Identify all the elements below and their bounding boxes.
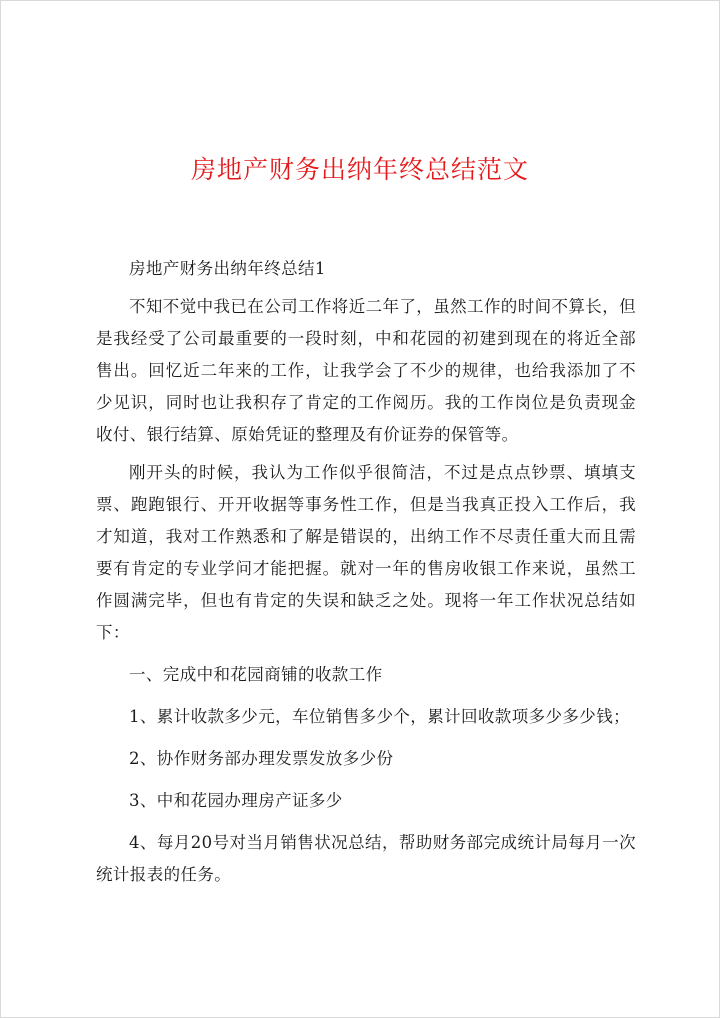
section-heading: 房地产财务出纳年终总结1 bbox=[129, 259, 326, 278]
paragraph: 刚开头的时候，我认为工作似乎很简洁，不过是点点钞票、填填支票、跑跑银行、开开收据等事务性工作，但是当我真正投入工作后，我才知道，我对工作熟悉和了解是错误的，出纳工作不尽责任重大而且需要有肯定的专业学问才能把握。就对一年的售房收银工作来说，虽然工作圆满完毕，但也有肯定的失误和缺乏之处。现将一年工作状况总结如下： bbox=[96, 463, 636, 642]
paragraph: 不知不觉中我已在公司工作将近二年了，虽然工作的时间不算长，但是我经受了公司最重要的一段时刻，中和花园的初建到现在的将近全部售出。回忆近二年来的工作，让我学会了不少的规律，也给我添加了不少见识，同时也让我积存了肯定的工作阅历。我的工作岗位是负责现金收付、银行结算、原始凭证的整理及有价证券的保管等。 bbox=[96, 297, 636, 444]
document-title: 房地产财务出纳年终总结范文 bbox=[190, 155, 529, 184]
document-body bbox=[96, 253, 636, 891]
list-item: 1、累计收款多少元，车位销售多少个，累计回收款项多少多少钱； bbox=[129, 707, 630, 726]
list-item: 3、中和花园办理房产证多少 bbox=[129, 791, 343, 810]
list-item: 一、完成中和花园商铺的收款工作 bbox=[129, 665, 383, 684]
list-item: 4、每月20号对当月销售状况总结，帮助财务部完成统计局每月一次统计报表的任务。 bbox=[96, 833, 636, 884]
list-item: 2、协作财务部办理发票发放多少份 bbox=[129, 749, 394, 768]
